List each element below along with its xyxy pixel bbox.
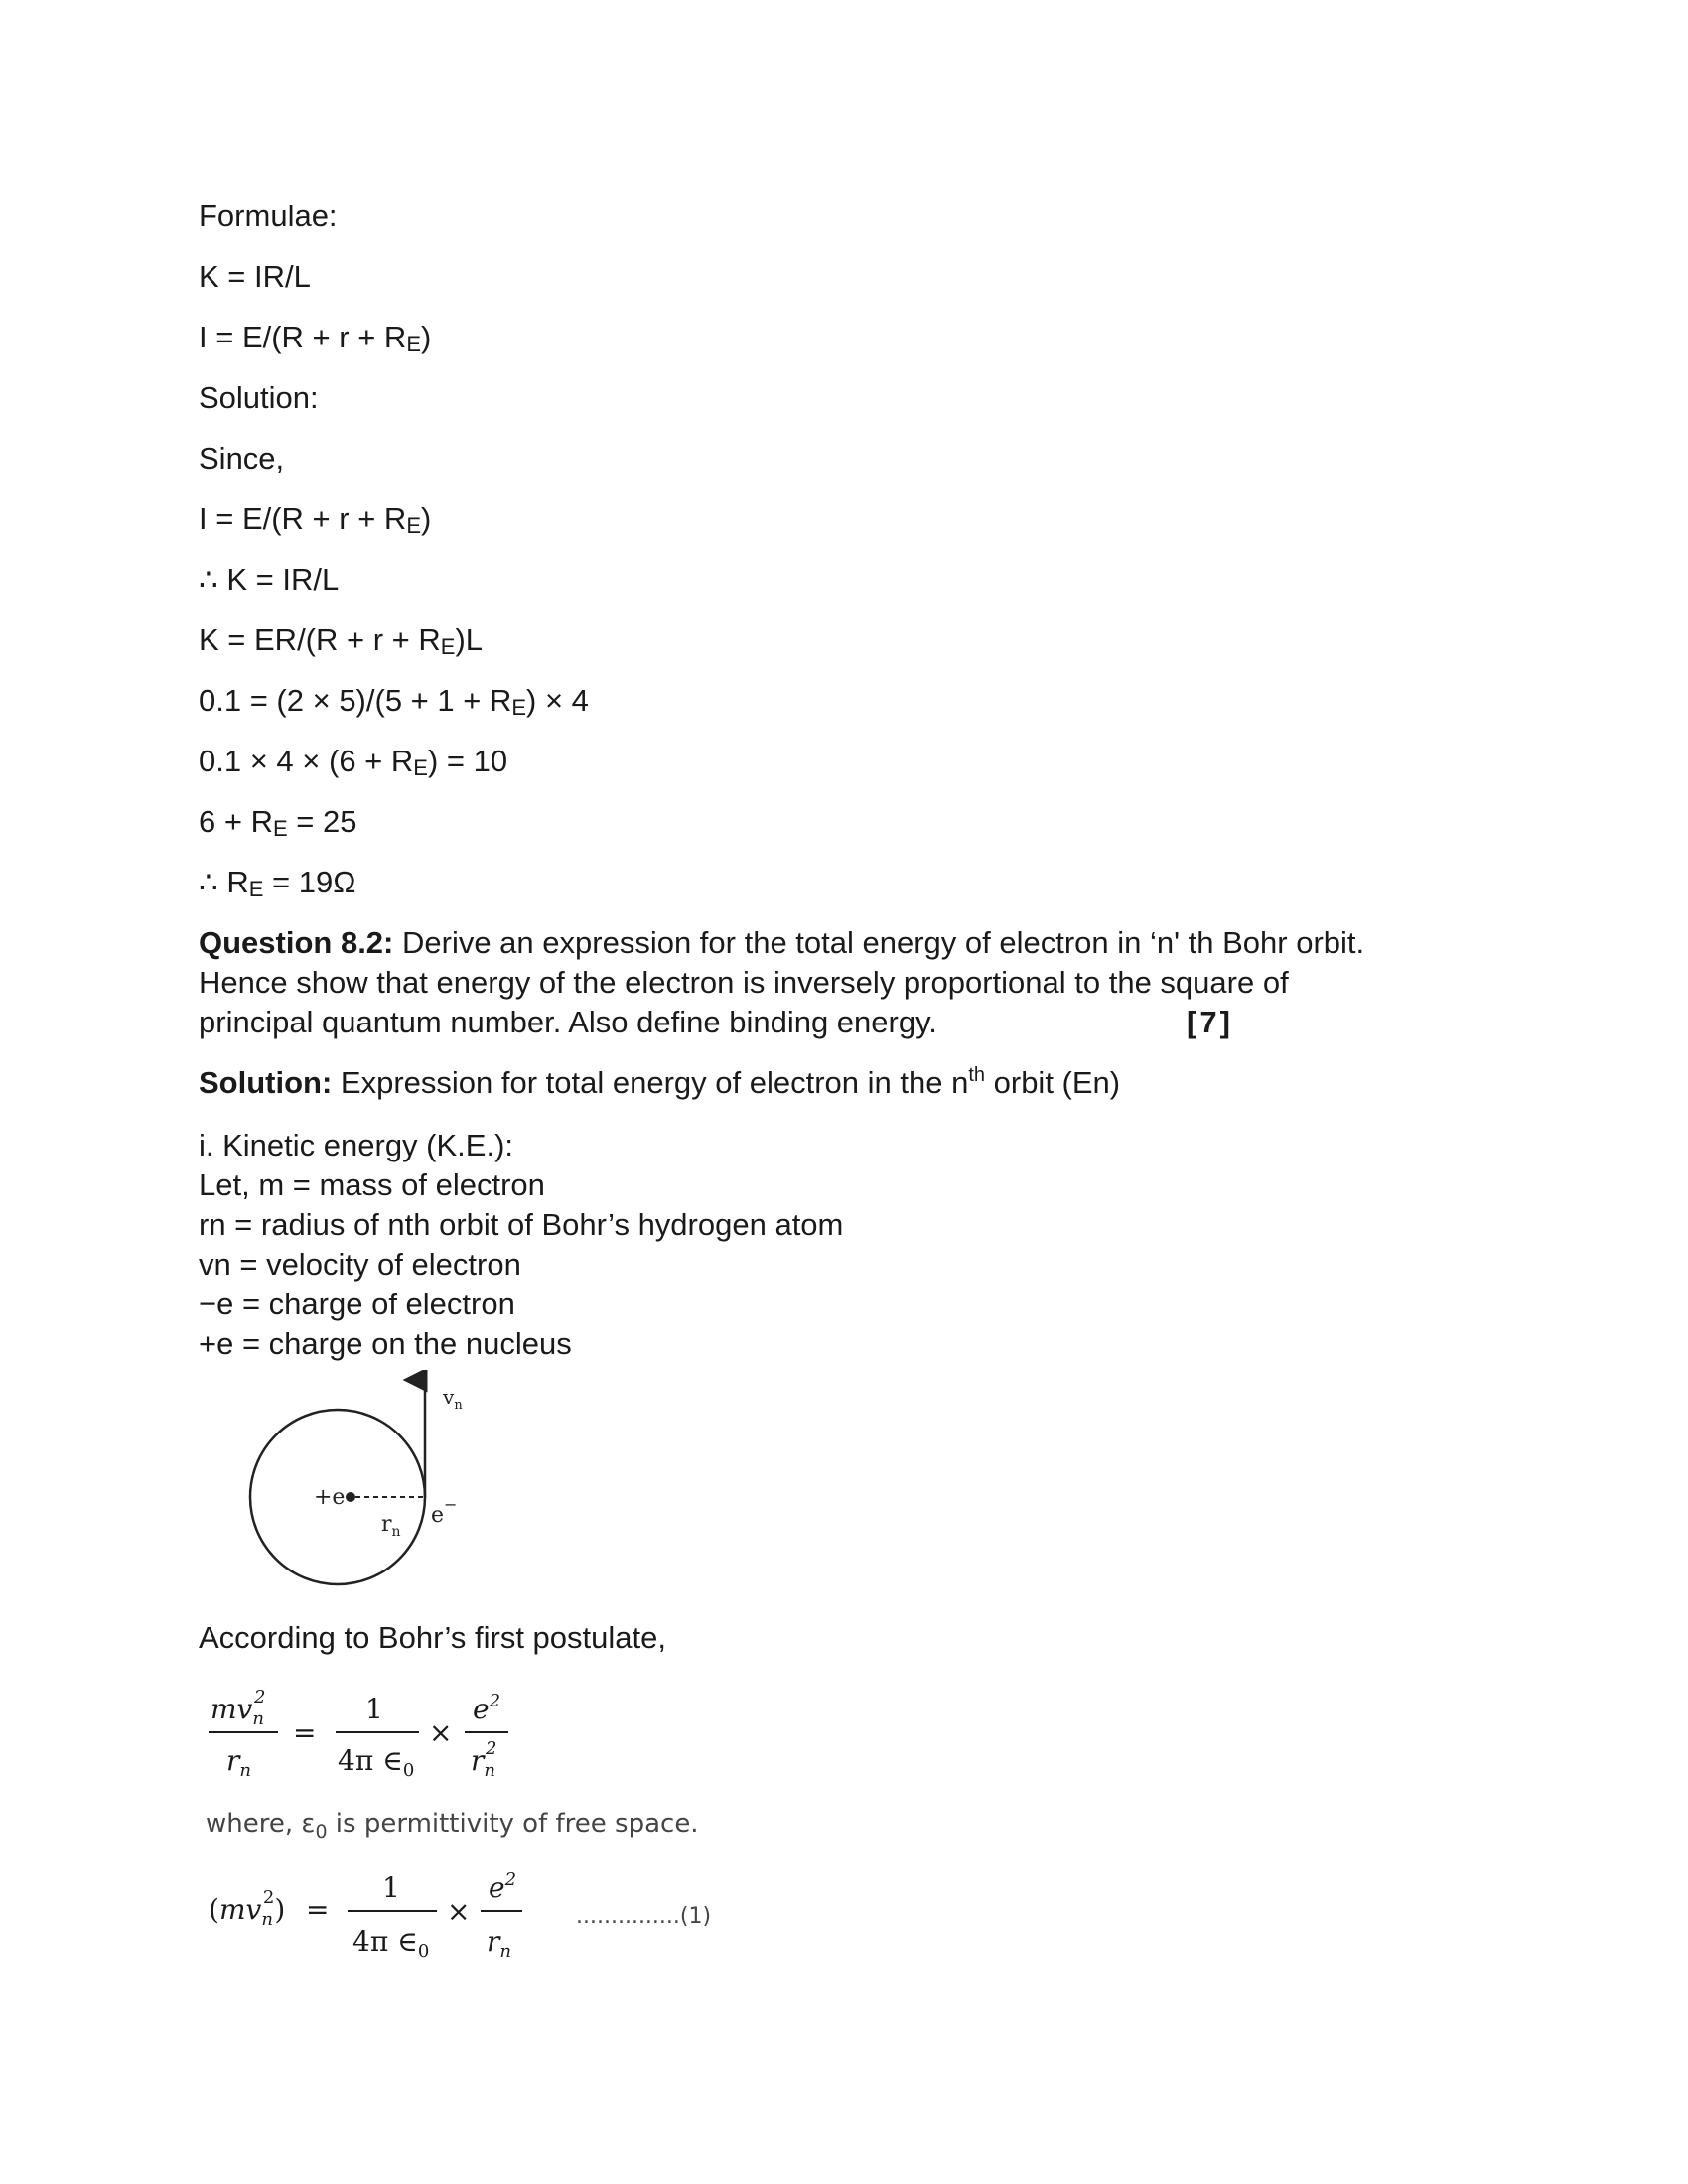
solution-intro: Solution: Expression for total energy of electron in the $n^{th}$ orbit (En) bbox=[199, 1064, 1121, 1100]
step-line-7: ∴ $R_E = 19\Omega$ bbox=[199, 865, 356, 901]
svg-text:e2: $e^2$ bbox=[473, 1691, 501, 1725]
nucleus-dot bbox=[346, 1492, 355, 1502]
svg-text:=: = bbox=[306, 1893, 330, 1926]
svg-text:rn: $r_n$ bbox=[487, 1925, 511, 1962]
ke-line-2: Let, m = mass of electron bbox=[199, 1167, 545, 1202]
svg-text:mvn2: $mv_n2$ bbox=[211, 1687, 266, 1729]
svg-text:4π ∈0: 4π $\in_0$ bbox=[338, 1744, 415, 1781]
ke-line-3: rn = radius of nth orbit of Bohr’s hydrogen atom bbox=[199, 1207, 844, 1242]
svg-text:(mvn2): $(mv_n2)$ bbox=[209, 1887, 286, 1930]
question-line-1: Question 8.2: Derive an expression for the total energy of electron in ‘n' th Bohr orbit. bbox=[199, 925, 1365, 960]
nucleus-label: +e bbox=[314, 1485, 346, 1510]
formulae-heading: Formulae: bbox=[199, 199, 338, 233]
step-line-6: $6 + R_E = 25$ bbox=[199, 804, 357, 841]
svg-text:rn2: $r_n2$ bbox=[471, 1738, 497, 1781]
step-line-1: $I = E/(R + r + R_E)$ bbox=[199, 501, 432, 538]
postulate-line: According to Bohr’s first postulate, bbox=[199, 1620, 666, 1655]
formula-line-2: $I = E/(R + r + R_E)$ bbox=[199, 320, 432, 356]
permittivity-note: where, $\varepsilon_0$ is permittivity of free space. bbox=[206, 1809, 699, 1843]
bohr-orbit-diagram bbox=[238, 1370, 496, 1598]
svg-text:1: 1 bbox=[382, 1871, 400, 1904]
equation-1 bbox=[199, 1683, 536, 1792]
formula-line-1: K = IR/L bbox=[199, 259, 311, 294]
equation-tag: ...............(1) bbox=[576, 1904, 712, 1929]
svg-text:1: 1 bbox=[365, 1693, 383, 1725]
radius-label: $r_n$ bbox=[381, 1512, 401, 1540]
ke-line-5: −e = charge of electron bbox=[199, 1287, 515, 1321]
step-line-5: $0.1 \times 4 \times (6 + R_E) = 10$ bbox=[199, 744, 508, 780]
svg-text:4π ∈0: 4π $\in_0$ bbox=[352, 1925, 430, 1962]
question-marks: [7] bbox=[1187, 1005, 1233, 1039]
ke-line-1: i. Kinetic energy (K.E.): bbox=[199, 1128, 514, 1162]
svg-text:=: = bbox=[293, 1716, 317, 1749]
solution-heading: Solution: bbox=[199, 380, 319, 415]
svg-text:rn: $r_n$ bbox=[226, 1744, 251, 1781]
question-label: Question 8.2: bbox=[199, 925, 394, 960]
ke-line-6: +e = charge on the nucleus bbox=[199, 1326, 572, 1361]
equation-2 bbox=[199, 1861, 735, 1971]
question-line-3: principal quantum number. Also define binding energy. bbox=[199, 1005, 937, 1039]
question-line-2: Hence show that energy of the electron is inversely proportional to the square of bbox=[199, 965, 1289, 1000]
velocity-label: $v_n$ bbox=[443, 1385, 463, 1413]
solution-label: Solution: bbox=[199, 1065, 333, 1100]
step-line-4: $0.1 = (2 \times 5)/(5 + 1 + R_E) \times 4$ bbox=[199, 683, 589, 720]
svg-text:×: × bbox=[429, 1716, 453, 1749]
svg-text:e2: $e^2$ bbox=[489, 1869, 517, 1904]
ke-line-4: vn = velocity of electron bbox=[199, 1247, 521, 1282]
step-line-2: ∴ K = IR/L bbox=[199, 562, 340, 597]
since-line: Since, bbox=[199, 441, 285, 476]
svg-text:×: × bbox=[447, 1895, 471, 1928]
electron-label: e− bbox=[431, 1495, 458, 1528]
step-line-3: $K = ER/(R + r + R_E)L$ bbox=[199, 622, 484, 659]
